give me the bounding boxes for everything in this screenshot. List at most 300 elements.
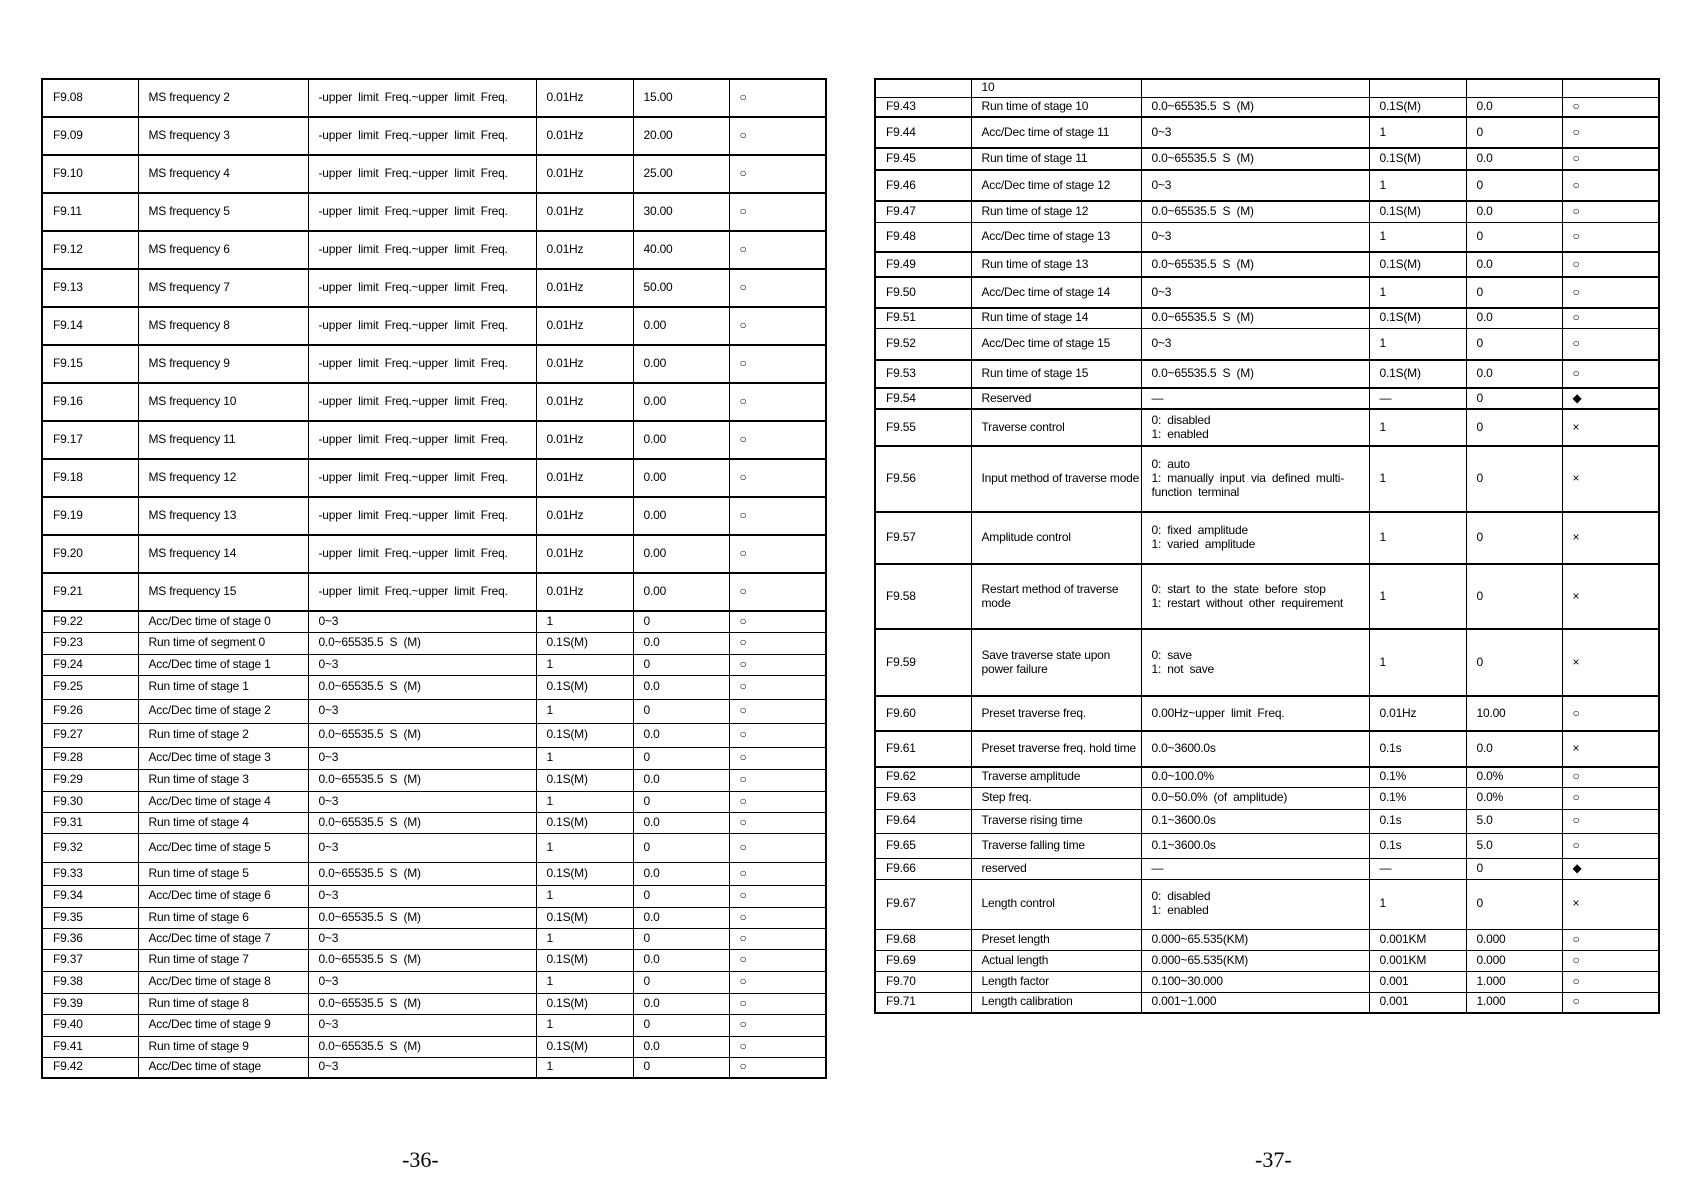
- table-row: [42, 747, 826, 769]
- table-row: [875, 731, 1659, 767]
- param-name: Actual length: [971, 950, 1141, 971]
- param-range: 0: start to the state before stop 1: restart without other requirement: [1141, 564, 1369, 629]
- param-modify: ○: [1562, 148, 1659, 170]
- param-unit: 0.1%: [1369, 767, 1466, 787]
- param-name: Acc/Dec time of stage 15: [971, 328, 1141, 360]
- param-unit: 1: [536, 699, 633, 723]
- param-range: -upper limit Freq.~upper limit Freq.: [308, 155, 536, 193]
- param-range: 0.1~3600.0s: [1141, 833, 1369, 858]
- param-unit: [1369, 79, 1466, 97]
- param-name: Length control: [971, 879, 1141, 929]
- param-code: F9.50: [875, 277, 971, 308]
- table-row: [42, 862, 826, 885]
- param-code: F9.46: [875, 170, 971, 201]
- param-code: F9.57: [875, 512, 971, 564]
- param-default: 0.00: [633, 535, 729, 573]
- param-modify: ○: [729, 421, 826, 459]
- param-code: F9.24: [42, 654, 138, 675]
- param-name: Acc/Dec time of stage 11: [971, 117, 1141, 148]
- param-modify: ×: [1562, 409, 1659, 446]
- table-row: [875, 308, 1659, 328]
- param-default: 0.000: [1466, 929, 1562, 950]
- param-modify: ○: [1562, 929, 1659, 950]
- param-unit: 0.01Hz: [536, 573, 633, 611]
- param-code: F9.39: [42, 993, 138, 1014]
- param-name: Step freq.: [971, 787, 1141, 809]
- table-row: [875, 97, 1659, 117]
- param-code: F9.36: [42, 928, 138, 949]
- param-default: 1.000: [1466, 992, 1562, 1013]
- param-unit: 0.1S(M): [1369, 97, 1466, 117]
- param-modify: ○: [729, 632, 826, 654]
- param-default: 0: [1466, 328, 1562, 360]
- param-range: 0.00Hz~upper limit Freq.: [1141, 696, 1369, 731]
- param-default: 0.000: [1466, 950, 1562, 971]
- param-name: MS frequency 11: [138, 421, 308, 459]
- param-unit: 0.001: [1369, 992, 1466, 1013]
- param-name: MS frequency 14: [138, 535, 308, 573]
- param-name: MS frequency 8: [138, 307, 308, 345]
- param-code: F9.70: [875, 971, 971, 992]
- param-unit: 0.01Hz: [536, 269, 633, 307]
- param-unit: 0.1S(M): [536, 769, 633, 791]
- table-row: [42, 421, 826, 459]
- table-row: [42, 632, 826, 654]
- param-modify: ○: [1562, 950, 1659, 971]
- param-range: 0.0~65535.5 S (M): [1141, 252, 1369, 277]
- param-modify: ○: [729, 907, 826, 928]
- param-modify: ○: [729, 791, 826, 812]
- param-range: -upper limit Freq.~upper limit Freq.: [308, 117, 536, 155]
- param-code: F9.11: [42, 193, 138, 231]
- table-row: [42, 383, 826, 421]
- param-name: Preset length: [971, 929, 1141, 950]
- param-code: F9.44: [875, 117, 971, 148]
- param-modify: ×: [1562, 564, 1659, 629]
- param-unit: 1: [536, 928, 633, 949]
- param-range: 0.0~100.0%: [1141, 767, 1369, 787]
- param-unit: 0.1S(M): [536, 862, 633, 885]
- param-default: 10.00: [1466, 696, 1562, 731]
- param-default: 0: [1466, 446, 1562, 512]
- param-default: 0: [633, 654, 729, 675]
- param-name: reserved: [971, 858, 1141, 879]
- param-unit: 0.1S(M): [536, 949, 633, 971]
- table-row: [42, 885, 826, 907]
- param-code: F9.40: [42, 1014, 138, 1036]
- param-modify: ○: [729, 1057, 826, 1078]
- param-modify: ○: [729, 459, 826, 497]
- param-default: 0.00: [633, 345, 729, 383]
- param-range: —: [1141, 388, 1369, 409]
- param-unit: 0.1S(M): [1369, 360, 1466, 388]
- param-code: F9.13: [42, 269, 138, 307]
- table-row: [42, 345, 826, 383]
- param-code: F9.28: [42, 747, 138, 769]
- table-row: [42, 117, 826, 155]
- param-range: 0~3: [1141, 170, 1369, 201]
- param-default: 0: [633, 971, 729, 993]
- param-default: 20.00: [633, 117, 729, 155]
- param-code: F9.42: [42, 1057, 138, 1078]
- param-name: Run time of stage 12: [971, 201, 1141, 222]
- param-unit: 0.001KM: [1369, 929, 1466, 950]
- param-default: 0: [1466, 409, 1562, 446]
- param-range: -upper limit Freq.~upper limit Freq.: [308, 345, 536, 383]
- param-default: 0: [1466, 858, 1562, 879]
- param-name: MS frequency 12: [138, 459, 308, 497]
- table-row: [875, 252, 1659, 277]
- param-default: 15.00: [633, 79, 729, 117]
- param-name: Run time of stage 11: [971, 148, 1141, 170]
- param-unit: 0.1S(M): [536, 1036, 633, 1057]
- param-name: Reserved: [971, 388, 1141, 409]
- param-name: Acc/Dec time of stage: [138, 1057, 308, 1078]
- param-range: 0~3: [308, 654, 536, 675]
- table-row: [875, 767, 1659, 787]
- param-default: 0: [633, 611, 729, 632]
- table-row: [42, 269, 826, 307]
- param-default: 0.00: [633, 459, 729, 497]
- param-name: Preset traverse freq.: [971, 696, 1141, 731]
- param-code: F9.10: [42, 155, 138, 193]
- param-code: F9.69: [875, 950, 971, 971]
- param-name: MS frequency 9: [138, 345, 308, 383]
- param-name: MS frequency 3: [138, 117, 308, 155]
- table-row: [875, 360, 1659, 388]
- param-name: Run time of stage 15: [971, 360, 1141, 388]
- param-range: 0~3: [308, 971, 536, 993]
- param-unit: 0.01Hz: [536, 307, 633, 345]
- table-row: [875, 950, 1659, 971]
- param-range: -upper limit Freq.~upper limit Freq.: [308, 383, 536, 421]
- param-code: F9.71: [875, 992, 971, 1013]
- table-row: [42, 611, 826, 632]
- param-code: F9.48: [875, 222, 971, 252]
- param-name: Run time of stage 1: [138, 675, 308, 699]
- param-name: Acc/Dec time of stage 4: [138, 791, 308, 812]
- param-default: 0: [633, 885, 729, 907]
- param-default: 0.00: [633, 383, 729, 421]
- param-unit: 1: [1369, 446, 1466, 512]
- param-name: MS frequency 2: [138, 79, 308, 117]
- param-range: 0.0~65535.5 S (M): [308, 907, 536, 928]
- param-range: 0~3: [1141, 117, 1369, 148]
- param-name: Run time of stage 10: [971, 97, 1141, 117]
- param-default: [1466, 79, 1562, 97]
- param-name: Acc/Dec time of stage 0: [138, 611, 308, 632]
- param-unit: 0.1S(M): [536, 632, 633, 654]
- param-modify: ×: [1562, 879, 1659, 929]
- param-code: F9.17: [42, 421, 138, 459]
- param-modify: ○: [729, 699, 826, 723]
- param-range: 0.1~3600.0s: [1141, 809, 1369, 833]
- param-range: 0.001~1.000: [1141, 992, 1369, 1013]
- param-modify: [1562, 79, 1659, 97]
- param-modify: ○: [729, 79, 826, 117]
- param-default: 0.0%: [1466, 787, 1562, 809]
- param-modify: ○: [729, 307, 826, 345]
- param-code: F9.08: [42, 79, 138, 117]
- param-unit: 1: [536, 1014, 633, 1036]
- table-row: [875, 787, 1659, 809]
- param-range: 0: fixed amplitude 1: varied amplitude: [1141, 512, 1369, 564]
- param-range: 0.0~65535.5 S (M): [308, 862, 536, 885]
- param-modify: ○: [1562, 787, 1659, 809]
- table-row: [42, 791, 826, 812]
- param-range: 0.000~65.535(KM): [1141, 950, 1369, 971]
- param-default: 0.0: [633, 949, 729, 971]
- param-range: 0~3: [308, 833, 536, 862]
- param-default: 0: [633, 747, 729, 769]
- param-default: 0: [633, 833, 729, 862]
- param-default: 0: [633, 699, 729, 723]
- param-unit: 1: [536, 971, 633, 993]
- param-modify: ○: [729, 611, 826, 632]
- param-range: -upper limit Freq.~upper limit Freq.: [308, 269, 536, 307]
- param-default: 0.0: [1466, 97, 1562, 117]
- param-range: -upper limit Freq.~upper limit Freq.: [308, 497, 536, 535]
- param-modify: ×: [1562, 512, 1659, 564]
- param-name: MS frequency 10: [138, 383, 308, 421]
- param-code: F9.30: [42, 791, 138, 812]
- param-name: Amplitude control: [971, 512, 1141, 564]
- param-range: 0~3: [308, 928, 536, 949]
- param-code: F9.35: [42, 907, 138, 928]
- param-modify: ○: [729, 885, 826, 907]
- param-modify: ○: [729, 769, 826, 791]
- param-default: 0: [1466, 117, 1562, 148]
- param-unit: 0.1S(M): [536, 812, 633, 833]
- param-unit: 0.1S(M): [1369, 148, 1466, 170]
- param-code: F9.41: [42, 1036, 138, 1057]
- param-range: 0.0~65535.5 S (M): [1141, 360, 1369, 388]
- param-code: F9.67: [875, 879, 971, 929]
- param-code: F9.51: [875, 308, 971, 328]
- param-modify: ○: [729, 812, 826, 833]
- param-modify: ○: [1562, 971, 1659, 992]
- param-name: Acc/Dec time of stage 2: [138, 699, 308, 723]
- param-default: 0: [1466, 629, 1562, 696]
- param-name: Input method of traverse mode: [971, 446, 1141, 512]
- param-unit: 0.1S(M): [1369, 308, 1466, 328]
- param-code: F9.26: [42, 699, 138, 723]
- param-modify: ○: [729, 497, 826, 535]
- param-modify: ○: [729, 269, 826, 307]
- param-default: 0.0: [1466, 308, 1562, 328]
- param-unit: 0.1S(M): [1369, 201, 1466, 222]
- param-unit: 1: [536, 654, 633, 675]
- param-code: F9.56: [875, 446, 971, 512]
- table-row: [42, 812, 826, 833]
- param-default: 0.0: [633, 769, 729, 791]
- param-name: Run time of segment 0: [138, 632, 308, 654]
- param-name: Run time of stage 3: [138, 769, 308, 791]
- param-range: 0~3: [1141, 222, 1369, 252]
- param-name: Run time of stage 9: [138, 1036, 308, 1057]
- param-unit: 1: [536, 747, 633, 769]
- param-default: 0.0: [633, 632, 729, 654]
- param-name: Traverse falling time: [971, 833, 1141, 858]
- param-modify: ○: [729, 971, 826, 993]
- table-row: [42, 769, 826, 791]
- param-modify: ×: [1562, 731, 1659, 767]
- table-row: [875, 971, 1659, 992]
- param-default: 50.00: [633, 269, 729, 307]
- table-row: [875, 992, 1659, 1013]
- param-name: Run time of stage 13: [971, 252, 1141, 277]
- param-modify: ○: [729, 117, 826, 155]
- param-range: 0~3: [1141, 328, 1369, 360]
- param-modify: ○: [1562, 252, 1659, 277]
- param-modify: ○: [1562, 809, 1659, 833]
- param-name: MS frequency 5: [138, 193, 308, 231]
- param-code: F9.19: [42, 497, 138, 535]
- param-name: Run time of stage 4: [138, 812, 308, 833]
- param-name: Run time of stage 8: [138, 993, 308, 1014]
- param-unit: —: [1369, 388, 1466, 409]
- param-range: 0.0~65535.5 S (M): [308, 949, 536, 971]
- param-modify: ○: [729, 949, 826, 971]
- table-row: [42, 907, 826, 928]
- param-range: 0.0~65535.5 S (M): [1141, 201, 1369, 222]
- param-unit: 1: [1369, 879, 1466, 929]
- param-range: 0: save 1: not save: [1141, 629, 1369, 696]
- param-range: 0.0~65535.5 S (M): [308, 812, 536, 833]
- param-code: F9.21: [42, 573, 138, 611]
- table-row: [42, 971, 826, 993]
- param-default: 0: [633, 1057, 729, 1078]
- param-default: 0.0: [1466, 252, 1562, 277]
- param-name: Run time of stage 6: [138, 907, 308, 928]
- param-range: 0~3: [308, 1057, 536, 1078]
- param-name: MS frequency 6: [138, 231, 308, 269]
- table-row: [875, 809, 1659, 833]
- param-default: 0: [1466, 512, 1562, 564]
- param-modify: ○: [729, 723, 826, 747]
- param-modify: ○: [729, 573, 826, 611]
- param-code: F9.66: [875, 858, 971, 879]
- param-range: 0.0~65535.5 S (M): [1141, 308, 1369, 328]
- param-unit: 0.001KM: [1369, 950, 1466, 971]
- param-range: -upper limit Freq.~upper limit Freq.: [308, 573, 536, 611]
- param-code: F9.29: [42, 769, 138, 791]
- param-name: Preset traverse freq. hold time: [971, 731, 1141, 767]
- param-unit: 0.1S(M): [1369, 252, 1466, 277]
- param-code: [875, 79, 971, 97]
- param-unit: 1: [1369, 170, 1466, 201]
- param-modify: ○: [1562, 97, 1659, 117]
- param-modify: ○: [729, 747, 826, 769]
- param-modify: ○: [1562, 117, 1659, 148]
- param-default: 30.00: [633, 193, 729, 231]
- table-row: [42, 497, 826, 535]
- param-modify: ○: [729, 833, 826, 862]
- table-row: [875, 629, 1659, 696]
- param-default: 0: [633, 791, 729, 812]
- param-default: 0.00: [633, 307, 729, 345]
- param-unit: 0.01Hz: [536, 117, 633, 155]
- param-range: 0.0~65535.5 S (M): [308, 1036, 536, 1057]
- param-code: F9.47: [875, 201, 971, 222]
- table-row: [42, 1036, 826, 1057]
- param-default: 0: [633, 928, 729, 949]
- param-name: Run time of stage 14: [971, 308, 1141, 328]
- table-row: [875, 446, 1659, 512]
- table-row: [42, 833, 826, 862]
- param-code: F9.62: [875, 767, 971, 787]
- param-default: 0.0: [633, 723, 729, 747]
- param-modify: ○: [729, 193, 826, 231]
- param-modify: ○: [1562, 201, 1659, 222]
- param-range: 0.0~65535.5 S (M): [1141, 97, 1369, 117]
- table-row: [42, 654, 826, 675]
- table-row: [875, 512, 1659, 564]
- param-range: 0~3: [1141, 277, 1369, 308]
- param-code: F9.43: [875, 97, 971, 117]
- param-name: Length factor: [971, 971, 1141, 992]
- param-default: 0.0: [633, 862, 729, 885]
- param-default: 0.00: [633, 573, 729, 611]
- param-default: 0: [1466, 222, 1562, 252]
- parameter-table-right: [874, 78, 1660, 1014]
- table-row: [42, 573, 826, 611]
- param-modify: ○: [729, 231, 826, 269]
- table-row: [875, 929, 1659, 950]
- param-default: 5.0: [1466, 809, 1562, 833]
- param-name: 10: [971, 79, 1141, 97]
- table-row: [875, 117, 1659, 148]
- param-unit: 0.1s: [1369, 809, 1466, 833]
- param-default: 0.0: [633, 675, 729, 699]
- param-range: 0.100~30.000: [1141, 971, 1369, 992]
- param-code: F9.54: [875, 388, 971, 409]
- param-name: MS frequency 4: [138, 155, 308, 193]
- param-modify: ○: [1562, 277, 1659, 308]
- param-unit: 0.01Hz: [536, 383, 633, 421]
- param-unit: 0.1s: [1369, 833, 1466, 858]
- param-range: 0.0~65535.5 S (M): [308, 632, 536, 654]
- param-name: Acc/Dec time of stage 13: [971, 222, 1141, 252]
- table-row: [875, 148, 1659, 170]
- param-name: Run time of stage 2: [138, 723, 308, 747]
- param-name: Traverse amplitude: [971, 767, 1141, 787]
- param-code: F9.45: [875, 148, 971, 170]
- param-unit: 1: [1369, 222, 1466, 252]
- param-unit: 0.01Hz: [536, 497, 633, 535]
- param-unit: 0.1S(M): [536, 723, 633, 747]
- param-unit: 0.01Hz: [536, 231, 633, 269]
- parameter-table-left: [41, 78, 827, 1079]
- param-unit: 0.01Hz: [536, 421, 633, 459]
- param-modify: ○: [729, 993, 826, 1014]
- table-row: [42, 459, 826, 497]
- param-code: F9.38: [42, 971, 138, 993]
- param-name: Acc/Dec time of stage 6: [138, 885, 308, 907]
- param-default: 0.00: [633, 497, 729, 535]
- param-default: 0: [1466, 277, 1562, 308]
- table-row: [42, 193, 826, 231]
- param-default: 0.00: [633, 421, 729, 459]
- table-row: [875, 170, 1659, 201]
- param-unit: 0.01Hz: [1369, 696, 1466, 731]
- param-name: Run time of stage 7: [138, 949, 308, 971]
- param-range: 0.0~65535.5 S (M): [308, 675, 536, 699]
- param-range: -upper limit Freq.~upper limit Freq.: [308, 193, 536, 231]
- param-name: Acc/Dec time of stage 14: [971, 277, 1141, 308]
- param-modify: ○: [729, 928, 826, 949]
- table-row: [42, 675, 826, 699]
